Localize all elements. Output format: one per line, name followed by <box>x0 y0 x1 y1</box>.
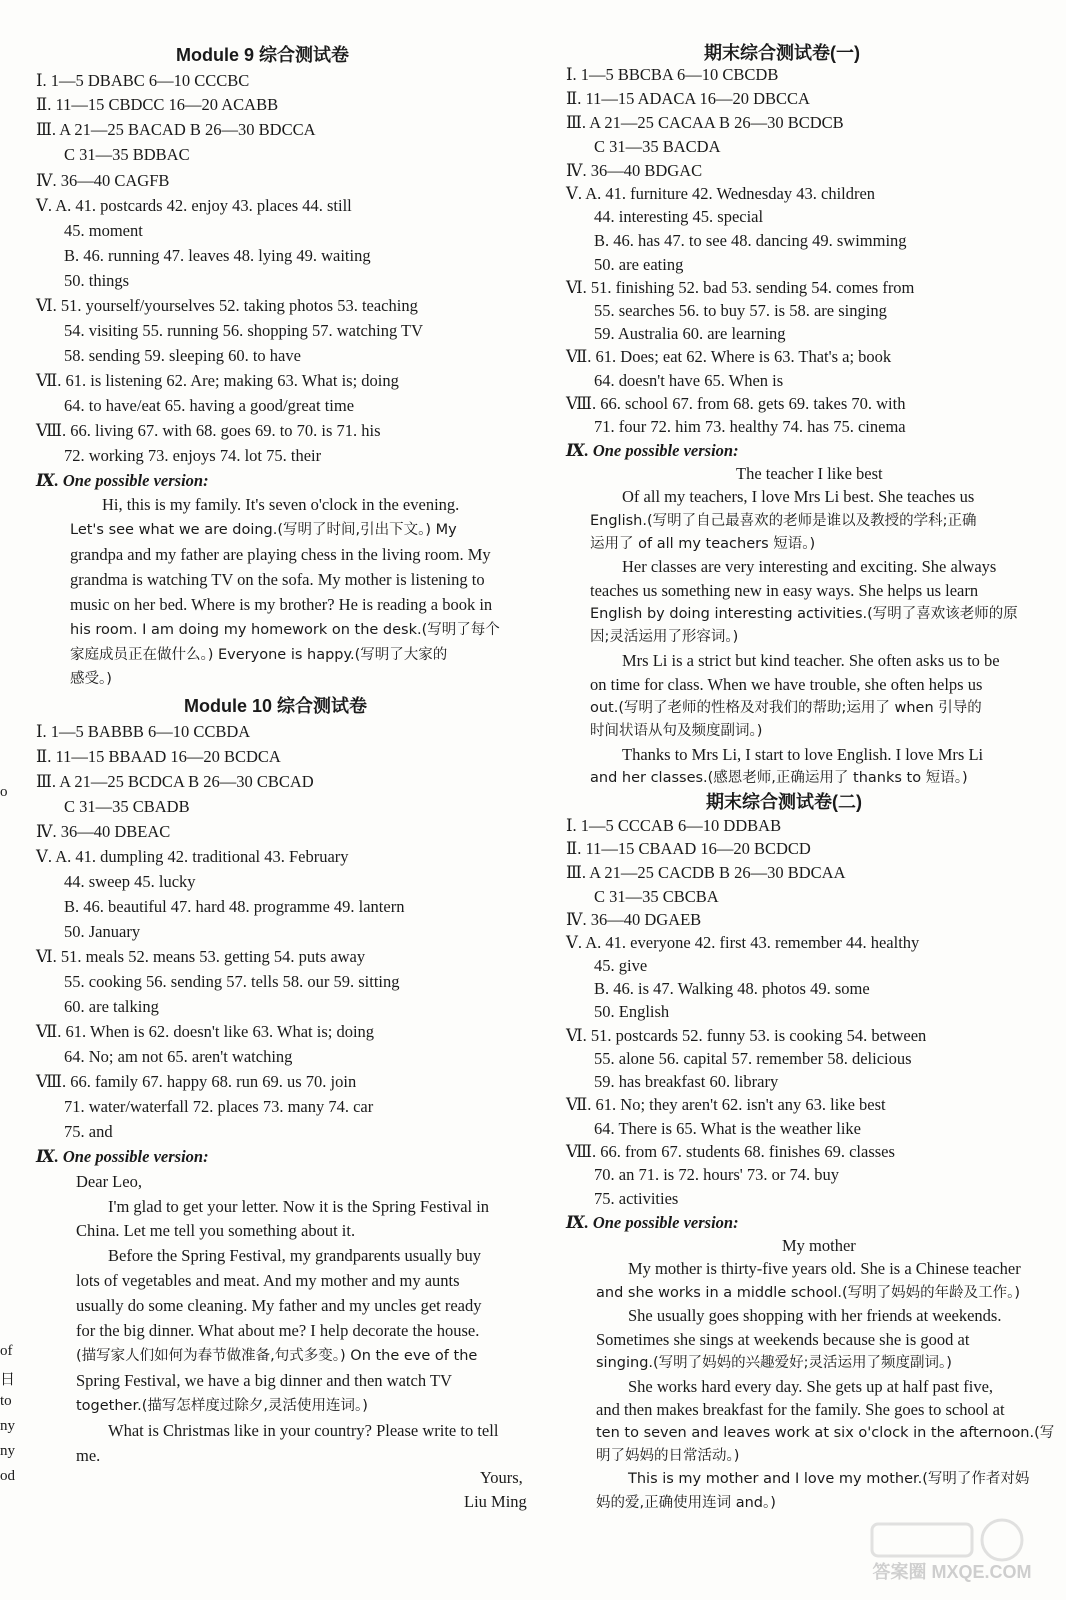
text-line: for the big dinner. What about me? I help decorate the house. <box>76 1321 480 1340</box>
text-line: 54. visiting 55. running 56. shopping 57. watching TV <box>64 321 424 340</box>
watermark-text: 答案圈 MXQE.COM <box>872 1562 1032 1582</box>
text-line: Ⅴ. A. 41. everyone 42. first 43. remember 44. healthy <box>566 933 920 952</box>
text-line: me. <box>76 1446 101 1465</box>
text-line: 58. sending 59. sleeping 60. to have <box>64 346 301 365</box>
text-line: Ⅷ. 66. from 67. students 68. finishes 69. classes <box>566 1142 895 1161</box>
text-line: (描写家人们如何为春节做准备,句式多变。) On the eve of the <box>76 1348 478 1364</box>
section-title: Module 9 综合测试卷 <box>176 45 350 65</box>
text-line: Ⅶ. 61. is listening 62. Are; making 63. What is; doing <box>36 371 399 390</box>
text-line: 44. interesting 45. special <box>594 207 764 226</box>
text-line: B. 46. running 47. leaves 48. lying 49. waiting <box>64 246 371 265</box>
text-line: Ⅸ. One possible version: <box>566 1213 739 1232</box>
text-line: on time for class. When we have trouble, she often helps us <box>590 675 983 694</box>
text-line: Ⅳ. 36—40 BDGAC <box>566 161 703 180</box>
text-line: Before the Spring Festival, my grandparents usually buy <box>108 1246 482 1265</box>
text-line: Dear Leo, <box>76 1172 142 1191</box>
text-line: 59. has breakfast 60. library <box>594 1072 779 1091</box>
text-line: B. 46. beautiful 47. hard 48. programme 49. lantern <box>64 897 405 916</box>
text-line: I'm glad to get your letter. Now it is the Spring Festival in <box>108 1197 490 1216</box>
text-line: and then makes breakfast for the family. She goes to school at <box>596 1400 1005 1419</box>
text-line: Ⅳ. 36—40 CAGFB <box>36 171 170 190</box>
text-line: Thanks to Mrs Li, I start to love English. I love Mrs Li <box>622 745 984 764</box>
edge-fragment: 日 <box>0 1372 16 1388</box>
text-line: Ⅸ. One possible version: <box>36 1147 209 1166</box>
text-line: 因;灵活运用了形容词。) <box>590 629 739 645</box>
text-line: Ⅸ. One possible version: <box>36 471 209 490</box>
text-line: Ⅷ. 66. living 67. with 68. goes 69. to 70. is 71. his <box>36 421 381 440</box>
text-line: singing.(写明了妈妈的兴趣爱好;灵活运用了频度副词。) <box>596 1355 952 1371</box>
text-line: 55. searches 56. to buy 57. is 58. are singing <box>594 301 887 320</box>
text-line: grandma is watching TV on the sofa. My mother is listening to <box>70 570 485 589</box>
text-line: 感受。) <box>70 671 112 687</box>
text-line: 59. Australia 60. are learning <box>594 324 786 343</box>
text-line: 50. January <box>64 922 141 941</box>
text-line: My mother is thirty-five years old. She is a Chinese teacher <box>628 1259 1021 1278</box>
text-line: Ⅷ. 66. school 67. from 68. gets 69. takes 70. with <box>566 394 906 413</box>
text-line: 55. cooking 56. sending 57. tells 58. our 59. sitting <box>64 972 400 991</box>
text-line: usually do some cleaning. My father and my uncles get ready <box>76 1296 482 1315</box>
text-line: 55. alone 56. capital 57. remember 58. delicious <box>594 1049 912 1068</box>
text-line: English.(写明了自己最喜欢的老师是谁以及教授的学科;正确 <box>590 513 977 529</box>
text-line: 44. sweep 45. lucky <box>64 872 196 891</box>
text-line: Hi, this is my family. It's seven o'clock in the evening. <box>102 495 460 514</box>
edge-fragment: to <box>0 1393 12 1409</box>
section-title: 期末综合测试卷(二) <box>706 792 862 812</box>
text-line: Ⅲ. A 21—25 CACAA B 26—30 BCDCB <box>566 113 844 132</box>
text-line: Ⅶ. 61. When is 62. doesn't like 63. What is; doing <box>36 1022 375 1041</box>
text-line: 64. to have/eat 65. having a good/great time <box>64 396 355 415</box>
text-line: 45. moment <box>64 221 143 240</box>
text-line: B. 46. has 47. to see 48. dancing 49. swimming <box>594 231 907 250</box>
text-line: 明了妈妈的日常活动。) <box>596 1448 740 1464</box>
text-line: 75. activities <box>594 1189 679 1208</box>
text-line: Ⅵ. 51. yourself/yourselves 52. taking photos 53. teaching <box>36 296 418 315</box>
text-line: 71. four 72. him 73. healthy 74. has 75. cinema <box>594 417 906 436</box>
text-line: Ⅳ. 36—40 DGAEB <box>566 910 702 929</box>
text-line: 64. doesn't have 65. When is <box>594 371 784 390</box>
text-line: C 31—35 CBADB <box>64 797 190 816</box>
text-line: China. Let me tell you something about it. <box>76 1221 356 1240</box>
edge-fragment: of <box>0 1343 13 1359</box>
text-line: Ⅶ. 61. No; they aren't 62. isn't any 63. like best <box>566 1095 886 1114</box>
text-line: together.(描写怎样度过除夕,灵活使用连词。) <box>76 1398 368 1414</box>
text-line: Ⅰ. 1—5 BBCBA 6—10 CBCDB <box>566 65 779 84</box>
text-line: ten to seven and leaves work at six o'clock in the afternoon.(写 <box>596 1425 1055 1441</box>
text-line: Ⅴ. A. 41. postcards 42. enjoy 43. places 44. still <box>36 196 352 215</box>
text-line: Ⅸ. One possible version: <box>566 441 739 460</box>
text-line: 70. an 71. is 72. hours' 73. or 74. buy <box>594 1165 839 1184</box>
text-line: Ⅲ. A 21—25 BCDCA B 26—30 CBCAD <box>36 772 314 791</box>
text-line: 50. English <box>594 1002 670 1021</box>
text-line: Ⅰ. 1—5 DBABC 6—10 CCCBC <box>36 71 250 90</box>
section-title: 期末综合测试卷(一) <box>704 43 860 63</box>
text-line: 运用了 of all my teachers 短语。) <box>590 536 816 552</box>
text-line: Ⅲ. A 21—25 CACDB B 26—30 BDCAA <box>566 863 846 882</box>
text-line: 50. are eating <box>594 255 684 274</box>
text-line: Ⅰ. 1—5 CCCAB 6—10 DDBAB <box>566 816 782 835</box>
text-line: Sometimes she sings at weekends because she is good at <box>596 1330 970 1349</box>
text-line: C 31—35 CBCBA <box>594 887 719 906</box>
text-line: Let's see what we are doing.(写明了时间,引出下文。) My <box>70 522 457 538</box>
text-line: C 31—35 BACDA <box>594 137 721 156</box>
section-title: Module 10 综合测试卷 <box>184 696 368 716</box>
text-line: Ⅵ. 51. meals 52. means 53. getting 54. puts away <box>36 947 366 966</box>
edge-fragment: ny <box>0 1443 15 1459</box>
text-line: out.(写明了老师的性格及对我们的帮助;运用了 when 引导的 <box>590 700 982 716</box>
text-line: and her classes.(感恩老师,正确运用了 thanks to 短语。) <box>590 770 968 786</box>
text-line: his room. I am doing my homework on the desk.(写明了每个 <box>70 622 500 638</box>
text-line: 60. are talking <box>64 997 159 1016</box>
text-line: grandpa and my father are playing chess in the living room. My <box>70 545 491 564</box>
text-line: teaches us something new in easy ways. She helps us learn <box>590 581 979 600</box>
text-line: Mrs Li is a strict but kind teacher. She often asks us to be <box>622 651 1000 670</box>
text-line: B. 46. is 47. Walking 48. photos 49. some <box>594 979 870 998</box>
text-line: Of all my teachers, I love Mrs Li best. She teaches us <box>622 487 975 506</box>
text-line: Ⅰ. 1—5 BABBB 6—10 CCBDA <box>36 722 251 741</box>
text-line: She works hard every day. She gets up at half past five, <box>628 1377 994 1396</box>
text-line: Her classes are very interesting and exciting. She always <box>622 557 997 576</box>
text-line: English by doing interesting activities.(写明了喜欢该老师的原 <box>590 606 1018 622</box>
text-line: Ⅵ. 51. postcards 52. funny 53. is cooking 54. between <box>566 1026 927 1045</box>
text-line: Spring Festival, we have a big dinner and then watch TV <box>76 1371 452 1390</box>
text-line: Ⅳ. 36—40 DBEAC <box>36 822 171 841</box>
text-line: 72. working 73. enjoys 74. lot 75. their <box>64 446 322 465</box>
text-line: Ⅱ. 11—15 ADACA 16—20 DBCCA <box>566 89 810 108</box>
text-line: Ⅴ. A. 41. dumpling 42. traditional 43. February <box>36 847 349 866</box>
text-line: My mother <box>782 1236 856 1255</box>
text-line: Ⅴ. A. 41. furniture 42. Wednesday 43. children <box>566 184 876 203</box>
text-line: Ⅵ. 51. finishing 52. bad 53. sending 54. comes from <box>566 278 915 297</box>
watermark-logo <box>852 1516 1052 1586</box>
text-line: C 31—35 BDBAC <box>64 145 190 164</box>
text-line: lots of vegetables and meat. And my mother and my aunts <box>76 1271 460 1290</box>
text-line: 45. give <box>594 956 648 975</box>
text-line: Ⅱ. 11—15 CBDCC 16—20 ACABB <box>36 95 279 114</box>
text-line: Ⅲ. A 21—25 BACAD B 26—30 BDCCA <box>36 120 316 139</box>
text-line: and she works in a middle school.(写明了妈妈的年龄及工作。) <box>596 1285 1021 1301</box>
text-line: 家庭成员正在做什么。) Everyone is happy.(写明了大家的 <box>70 647 448 663</box>
edge-fragment: o <box>0 784 8 800</box>
text-line: The teacher I like best <box>736 464 883 483</box>
text-line: 50. things <box>64 271 130 290</box>
text-line: She usually goes shopping with her friends at weekends. <box>628 1306 1002 1325</box>
text-line: Yours, <box>480 1468 523 1487</box>
edge-fragment: od <box>0 1468 15 1484</box>
text-line: This is my mother and I love my mother.(写明了作者对妈 <box>628 1471 1030 1487</box>
text-line: 71. water/waterfall 72. places 73. many 74. car <box>64 1097 374 1116</box>
text-line: 75. and <box>64 1122 113 1141</box>
text-line: music on her bed. Where is my brother? He is reading a book in <box>70 595 493 614</box>
text-line: 64. There is 65. What is the weather like <box>594 1119 861 1138</box>
text-line: What is Christmas like in your country? Please write to tell <box>108 1421 499 1440</box>
text-line: Ⅱ. 11—15 CBAAD 16—20 BCDCD <box>566 839 811 858</box>
text-line: Ⅱ. 11—15 BBAAD 16—20 BCDCA <box>36 747 281 766</box>
text-line: Ⅶ. 61. Does; eat 62. Where is 63. That's a; book <box>566 347 892 366</box>
text-line: 时间状语从句及频度副词。) <box>590 723 763 739</box>
text-line: Ⅷ. 66. family 67. happy 68. run 69. us 70. join <box>36 1072 357 1091</box>
text-line: 妈的爱,正确使用连词 and。) <box>596 1495 776 1511</box>
text-line: Liu Ming <box>464 1492 527 1511</box>
text-line: 64. No; am not 65. aren't watching <box>64 1047 293 1066</box>
edge-fragment: ny <box>0 1418 15 1434</box>
